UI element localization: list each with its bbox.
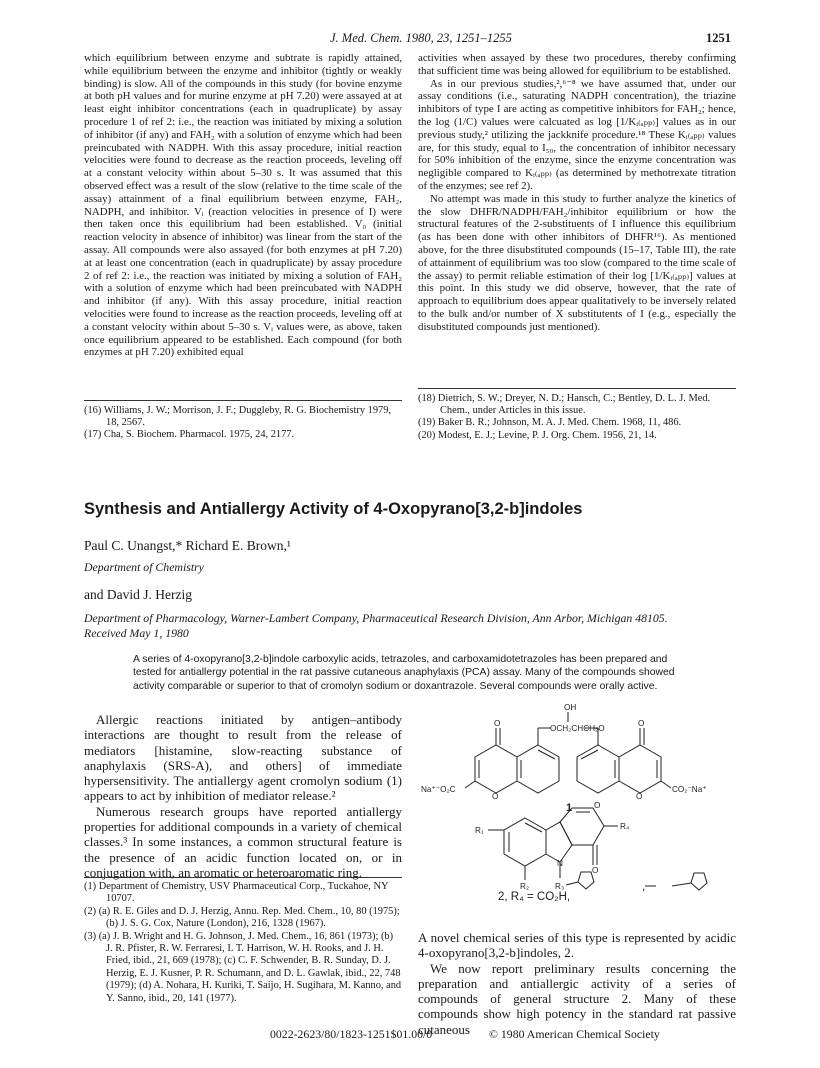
body-paragraph: No attempt was made in this study to further analyze the kinetics of the slow DHFR/NADPH/FAH₂/inhibitor equilibrium or how the structural features of the 2-substituents of I influence this equilibrium (as has been done with other inhibitors of DHFR¹⁶). As mentioned above, for the three disubstituted compounds (15–17, Table III), the rate of attainment of equilibrium was too slow (compared to the time scale of the assay) to permit reliable estimation of their log [1/Kᵢ₍ₐₚₚ₎] values at this point. In this study we did observe, however, that the rate of approach to equilibrium does appear qualitatively to be inversely related to the bulk and/or number of X substitutents of I (e.g., especially the disubstituted compounds just mentioned).	[418, 192, 736, 333]
r1-label: R₁	[475, 826, 484, 835]
separator-comma: ,	[642, 881, 646, 893]
carboxylate-label: CO₂⁻Na⁺	[672, 785, 707, 794]
r4-label: R₄	[620, 822, 630, 831]
linker-label: OCH₂CHCH₂O	[550, 724, 605, 733]
abstract: A series of 4-oxopyrano[3,2-b]indole carboxylic acids, tetrazoles, and carboxamidotetrazoles has been prepared and tested for antiallergy potential in the rat passive cutaneous anaphylaxis (PCA) assay. Many of the compounds showed activity comparable or superior to that of cromolyn sodium or doxantrazole. Several compounds were orally active.	[133, 654, 675, 692]
compound-2-label: 2, R₄ = CO₂H,	[498, 891, 571, 903]
footnote: (1) Department of Chemistry, USV Pharmaceutical Corp., Tuckahoe, NY 10707.	[84, 881, 389, 905]
footnote-rule	[84, 400, 402, 401]
body-paragraph: A novel chemical series of this type is represented by acidic 4-oxopyrano[3,2-b]indoles, 2.	[418, 930, 736, 961]
ring-o-label: O	[492, 792, 499, 801]
chemical-structures-figure	[418, 700, 736, 925]
received-date: Received May 1, 1980	[84, 625, 189, 640]
compound-1-label: 1	[566, 802, 573, 814]
ring-o-label: O	[636, 792, 643, 801]
affiliation-pharmacology	[84, 611, 744, 640]
ring-o-label: O	[594, 801, 601, 810]
article-title: Synthesis and Antiallergy Activity of 4-Oxopyrano[3,2-b]indoles	[84, 500, 583, 518]
footnote: (16) Williams, J. W.; Morrison, J. F.; Duggleby, R. G. Biochemistry 1979, 18, 2567.	[84, 405, 392, 429]
footnotes-bottom-left	[84, 881, 402, 1005]
keto-o-label: O	[592, 866, 599, 875]
affiliation-chemistry: Department of Chemistry	[84, 560, 204, 574]
footnote: (18) Dietrich, S. W.; Dreyer, N. D.; Hansch, C.; Bentley, D. L. J. Med. Chem., under Articles in this issue.	[418, 393, 711, 417]
carboxylate-label: Na⁺⁻O₂C	[421, 785, 456, 794]
top-right-column	[418, 52, 736, 334]
introduction-column	[84, 712, 402, 880]
keto-o-label: O	[638, 719, 645, 728]
body-paragraph: which equilibrium between enzyme and subtrate is rapidly attained, while equilibrium between the enzyme and inhibitor (tightly or weakly binding) is slow. All of the compounds in this study (for bovine enzyme at both pH values and for murine enzyme at pH 7.20) were assayed at at least eight inhibitor concentrations (each in quadruplicate) by assay procedure 1 of ref 2: i.e., the reaction was initiated by mixing a solution of inhibitor (if any) and FAH₂ with a solution of enzyme which had been preincubated with NADPH. With this assay procedure, initial reaction velocities were found to decrease as the reaction proceeds, leveling off at a constant velocity within about 5–30 s. It was assumed that this observed effect was a result of the slow (relative to the time scale of the assay) attainment of a final equilibrium between enzyme, FAH₂, NADPH, and inhibitor. Vᵢ (reaction velocities in presence of I) were then taken once this equilibrium had been established. V₀ (initial reaction velocity in absence of inhibitor) was linear from the start of the assay. All compounds were also assayed (for both enzymes at pH 7.20) at at least one concentration (each in quadruplicate) by assay procedure 2 of ref 2: i.e., the reaction was initiated by mixing a solution of FAH₂ with a solution of enzyme which had been preincubated with NADPH and inhibitor (if any). With this assay procedure, initial reaction velocities were found to increase as the reaction proceeds, leveling off at a constant velocity within about 5–30 s. Vᵢ values were, as above, taken once equilibrium appeared to be established. Each compound (for both enzymes at pH 7.20) exhibited equal	[84, 52, 402, 359]
body-paragraph: As in our previous studies,²,⁶⁻⁸ we have assumed that, under our assay conditions (i.e., saturating NADPH concentration), the triazine inhibitors of type I are acting as competitive inhibitors for FAH₂; hence, the log (1/C) values were calcuated as log [1/Kᵢ₍ₐₚₚ₎] values as in our previous study,² utilizing the jackknife procedure.¹⁸ These Kᵢ₍ₐₚₚ₎ values are, for this study, equal to I₅₀, the concentration of inhibitor necessary for 50% inhibition of the enzyme, since the enzyme concentration was negligible compared to Kᵢ₍ₐₚₚ₎ (as determined by methotrexate titration of the enzymes; see ref 2).	[418, 77, 736, 192]
footer-code: 0022-2623/80/1823-1251$01.00/0	[270, 1027, 433, 1041]
indole-n-label: N	[557, 859, 563, 868]
authors-line-2: and David J. Herzig	[84, 587, 192, 602]
body-paragraph: Numerous research groups have reported antiallergy properties for additional compounds in a variety of chemical classes.³ In some instances, a common structural feature is the presence of an acidic function located on, or in conjugation with, an aromatic or heteroaromatic ring.	[84, 803, 402, 880]
authors-line-1: Paul C. Unangst,* Richard E. Brown,¹	[84, 538, 291, 553]
footnotes-top-left	[84, 405, 402, 442]
footnote: (20) Modest, E. J.; Levine, P. J. Org. Chem. 1956, 21, 14.	[418, 429, 657, 441]
top-left-column	[84, 52, 402, 359]
footnote-rule	[84, 877, 402, 878]
r2-label: R₂	[520, 882, 530, 891]
footnote: (17) Cha, S. Biochem. Pharmacol. 1975, 24, 2177.	[84, 429, 295, 441]
footnote-rule	[418, 388, 736, 389]
footer-copyright: © 1980 American Chemical Society	[489, 1027, 660, 1041]
footnote: (3) (a) J. B. Wright and H. G. Johnson, J. Med. Chem., 16, 861 (1973); (b) J. R. Pfister, R. W. Ferraresi, I. T. Harrison, W. H. Rooks, and J. H. Fried, ibid., 21, 669 (1978); (c) C. F. Schwender, B. R. Sunday, D. J. Herzig, E. J. Kusner, P. R. Schumann, and D. L. Gawlak, ibid., 22, 748 (1979); (d) A. Nohara, H. Kuriki, T. Saijo, H. Sugihara, M. Kanno, and Y. Sanno, ibid., 20, 141 (1977).	[84, 930, 402, 1004]
body-paragraph: activities when assayed by these two procedures, thereby confirming that sufficient time was being allowed for equilibrium to be established.	[418, 52, 736, 77]
page-number: 1251	[706, 31, 731, 45]
affiliation-text: Department of Pharmacology, Warner-Lambert Company, Pharmaceutical Research Division, Ann Arbor, Michigan 48105.	[84, 611, 668, 625]
running-header: J. Med. Chem. 1980, 23, 1251–1255	[330, 31, 512, 45]
keto-o-label: O	[494, 719, 501, 728]
footnotes-top-right	[418, 393, 736, 442]
body-paragraph: We now report preliminary results concerning the preparation and antiallergic activity of a series of compounds of general structure 2. Many of these compounds show high potency in the standard rat passive cutaneous	[418, 960, 736, 1037]
footnote: (2) (a) R. E. Giles and D. J. Herzig, Annu. Rep. Med. Chem., 10, 80 (1975); (b) J. S. G. Cox, Nature (London), 216, 1328 (1967).	[84, 905, 400, 930]
footnote: (19) Baker B. R.; Johnson, M. A. J. Med. Chem. 1968, 11, 486.	[418, 417, 682, 429]
r3-label: R₃	[555, 882, 565, 891]
bottom-right-column	[418, 930, 736, 1037]
body-paragraph: Allergic reactions initiated by antigen–antibody interactions are thought to result from the release of mediators [histamine, slow-reacting substance of anaphylaxis (SRS-A), and others] of immediate hypersensitivity. The antiallergy agent cromolyn sodium (1) appears to act by inhibition of mediator release.²	[84, 712, 402, 804]
oh-label: OH	[564, 703, 577, 712]
